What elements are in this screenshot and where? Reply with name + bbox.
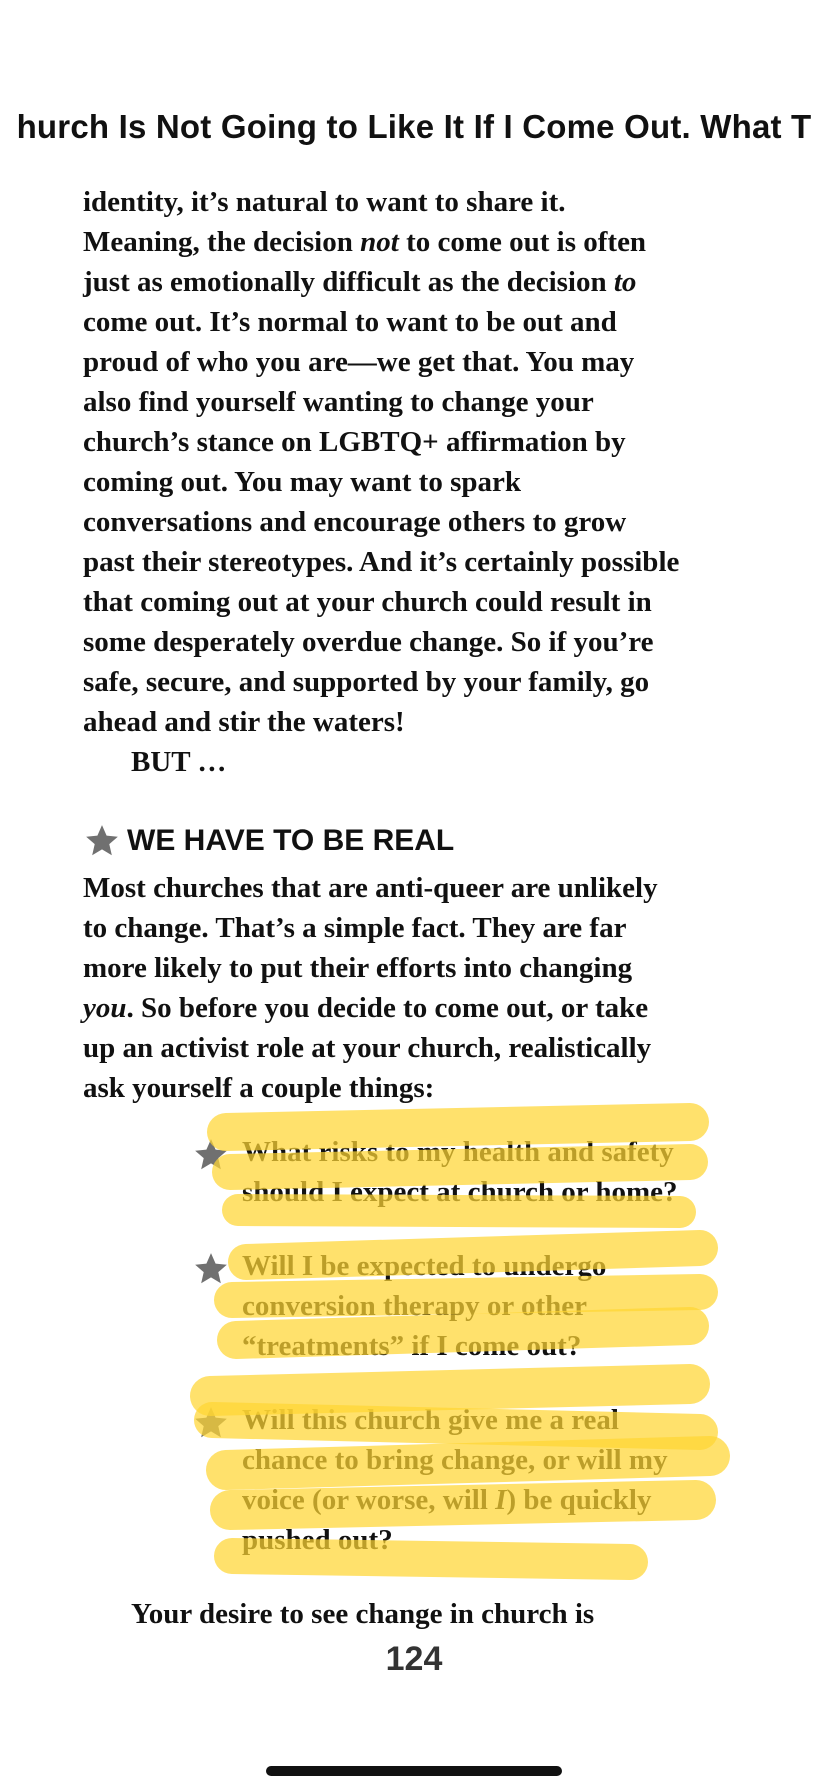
text-line: church’s stance on LGBTQ+ affirmation by bbox=[83, 426, 626, 458]
text-line: voice (or worse, will I) be quickly bbox=[242, 1484, 652, 1516]
text-line: should I expect at church or home? bbox=[242, 1176, 678, 1208]
text-line: conversations and encourage others to grow bbox=[83, 506, 627, 538]
text-line: coming out. You may want to spark bbox=[83, 466, 521, 498]
highlight-stroke bbox=[210, 1384, 690, 1396]
text-line: safe, secure, and supported by your family, go bbox=[83, 666, 650, 698]
question-health-safety bbox=[242, 1132, 742, 1212]
text-line: ahead and stir the waters! bbox=[83, 706, 405, 738]
star-icon bbox=[83, 822, 121, 860]
home-indicator[interactable] bbox=[266, 1766, 562, 1776]
text-line: just as emotionally difficult as the decision to bbox=[83, 266, 637, 298]
text-line: ask yourself a couple things: bbox=[83, 1072, 435, 1104]
text-line: Will this church give me a real bbox=[242, 1404, 619, 1436]
text-line: to change. That’s a simple fact. They are far bbox=[83, 912, 627, 944]
text-line: more likely to put their efforts into changing bbox=[83, 952, 633, 984]
text-line: What risks to my health and safety bbox=[242, 1136, 674, 1168]
text-line: proud of who you are—we get that. You may bbox=[83, 346, 635, 378]
text-line: you. So before you decide to come out, or take bbox=[83, 992, 649, 1024]
text-line: that coming out at your church could result in bbox=[83, 586, 652, 618]
question-conversion-therapy bbox=[242, 1246, 742, 1366]
star-icon bbox=[192, 1136, 230, 1174]
text-line: identity, it’s natural to want to share it. bbox=[83, 186, 566, 218]
section-heading: WE HAVE TO BE REAL bbox=[127, 824, 455, 857]
star-icon bbox=[192, 1404, 230, 1442]
text-line: pushed out? bbox=[242, 1524, 393, 1556]
closing-line: Your desire to see change in church is bbox=[131, 1598, 595, 1630]
page-number: 124 bbox=[385, 1640, 443, 1678]
paragraph-real bbox=[83, 868, 763, 1108]
text-line: Will I be expected to undergo bbox=[242, 1250, 607, 1282]
text-line: past their stereotypes. And it’s certainly possible bbox=[83, 546, 680, 578]
text-line: Meaning, the decision not to come out is often bbox=[83, 226, 647, 258]
star-icon bbox=[192, 1250, 230, 1288]
section-heading-row bbox=[83, 820, 454, 862]
highlight-stroke bbox=[226, 1122, 690, 1132]
question-bring-change bbox=[242, 1400, 742, 1560]
but-line: BUT … bbox=[131, 746, 227, 778]
paragraph-intro bbox=[83, 182, 763, 782]
text-line: Most churches that are anti-queer are unlikely bbox=[83, 872, 658, 904]
text-line: also find yourself wanting to change your bbox=[83, 386, 594, 418]
text-line: up an activist role at your church, realistically bbox=[83, 1032, 652, 1064]
text-line: “treatments” if I come out? bbox=[242, 1330, 582, 1362]
text-line: come out. It’s normal to want to be out and bbox=[83, 306, 617, 338]
text-line: chance to bring change, or will my bbox=[242, 1444, 668, 1476]
text-line: some desperately overdue change. So if you’re bbox=[83, 626, 654, 658]
chapter-title: hurch Is Not Going to Like It If I Come Out. What T bbox=[16, 108, 812, 145]
text-line: conversion therapy or other bbox=[242, 1290, 587, 1322]
